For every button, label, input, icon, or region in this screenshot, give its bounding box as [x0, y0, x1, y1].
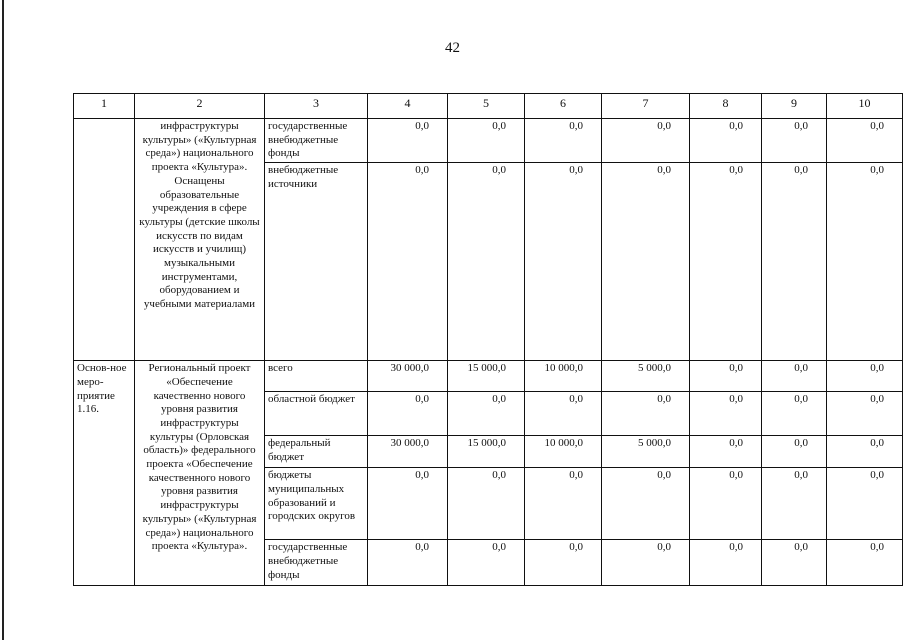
funding-source: всего — [265, 361, 368, 392]
column-header: 9 — [762, 94, 827, 119]
value-cell: 0,0 — [762, 392, 827, 436]
value-cell: 0,0 — [827, 540, 903, 586]
value-cell: 0,0 — [602, 119, 690, 163]
activity-cell: Основ-ное меро-приятие 1.16. — [74, 361, 135, 586]
value-cell: 0,0 — [762, 540, 827, 586]
table-row — [74, 361, 903, 392]
activity-description: инфраструктуры культуры» («Культурная среда») национального проекта «Культура». Оснащены образовательные учреждения в сфере культуры (детские школы искусств по видам искусств и училищ) музыкальными инструментами, оборудованием и учебными материалами — [135, 119, 265, 361]
column-header: 7 — [602, 94, 690, 119]
table-row — [74, 119, 903, 163]
value-cell: 0,0 — [525, 163, 602, 361]
value-cell: 0,0 — [762, 119, 827, 163]
value-cell: 5 000,0 — [602, 361, 690, 392]
value-cell: 5 000,0 — [602, 436, 690, 468]
funding-source: федеральный бюджет — [265, 436, 368, 468]
column-header: 5 — [448, 94, 525, 119]
funding-source: государственные внебюджетные фонды — [265, 119, 368, 163]
value-cell: 0,0 — [690, 163, 762, 361]
value-cell: 0,0 — [525, 392, 602, 436]
value-cell: 0,0 — [368, 468, 448, 540]
value-cell: 0,0 — [368, 119, 448, 163]
value-cell: 0,0 — [368, 392, 448, 436]
value-cell: 0,0 — [690, 392, 762, 436]
table-header-row — [74, 94, 903, 119]
value-cell: 0,0 — [690, 468, 762, 540]
value-cell: 0,0 — [448, 392, 525, 436]
value-cell: 0,0 — [827, 468, 903, 540]
budget-table — [73, 93, 903, 586]
funding-source: областной бюджет — [265, 392, 368, 436]
funding-source: государственные внебюджетные фонды — [265, 540, 368, 586]
value-cell: 0,0 — [525, 468, 602, 540]
value-cell: 0,0 — [525, 540, 602, 586]
funding-source: внебюджетные источники — [265, 163, 368, 361]
value-cell: 0,0 — [448, 540, 525, 586]
value-cell: 0,0 — [602, 392, 690, 436]
value-cell: 0,0 — [762, 436, 827, 468]
value-cell: 10 000,0 — [525, 436, 602, 468]
scan-left-edge — [2, 0, 4, 640]
value-cell: 0,0 — [827, 361, 903, 392]
value-cell: 0,0 — [602, 468, 690, 540]
value-cell: 0,0 — [602, 540, 690, 586]
value-cell: 0,0 — [448, 468, 525, 540]
activity-description: Региональный проект «Обеспечение качественно нового уровня развития инфраструктуры культуры (Орловская область)» федерального проекта «Обеспечение качественного нового уровня развития инфраструктуры культуры» («Культурная среда») национального проекта «Культура». — [135, 361, 265, 586]
column-header: 1 — [74, 94, 135, 119]
value-cell: 0,0 — [762, 468, 827, 540]
value-cell: 10 000,0 — [525, 361, 602, 392]
value-cell: 15 000,0 — [448, 361, 525, 392]
column-header: 6 — [525, 94, 602, 119]
value-cell: 30 000,0 — [368, 436, 448, 468]
funding-source: бюджеты муниципальных образований и городских округов — [265, 468, 368, 540]
value-cell: 0,0 — [525, 119, 602, 163]
value-cell: 0,0 — [827, 163, 903, 361]
column-header: 10 — [827, 94, 903, 119]
value-cell: 0,0 — [448, 163, 525, 361]
column-header: 4 — [368, 94, 448, 119]
value-cell: 0,0 — [762, 163, 827, 361]
value-cell: 0,0 — [690, 540, 762, 586]
activity-cell — [74, 119, 135, 361]
value-cell: 15 000,0 — [448, 436, 525, 468]
value-cell: 30 000,0 — [368, 361, 448, 392]
value-cell: 0,0 — [827, 392, 903, 436]
value-cell: 0,0 — [602, 163, 690, 361]
value-cell: 0,0 — [690, 119, 762, 163]
value-cell: 0,0 — [762, 361, 827, 392]
value-cell: 0,0 — [690, 361, 762, 392]
value-cell: 0,0 — [368, 163, 448, 361]
column-header: 2 — [135, 94, 265, 119]
value-cell: 0,0 — [448, 119, 525, 163]
column-header: 3 — [265, 94, 368, 119]
value-cell: 0,0 — [827, 436, 903, 468]
page-number: 42 — [445, 40, 460, 56]
value-cell: 0,0 — [368, 540, 448, 586]
column-header: 8 — [690, 94, 762, 119]
value-cell: 0,0 — [827, 119, 903, 163]
value-cell: 0,0 — [690, 436, 762, 468]
